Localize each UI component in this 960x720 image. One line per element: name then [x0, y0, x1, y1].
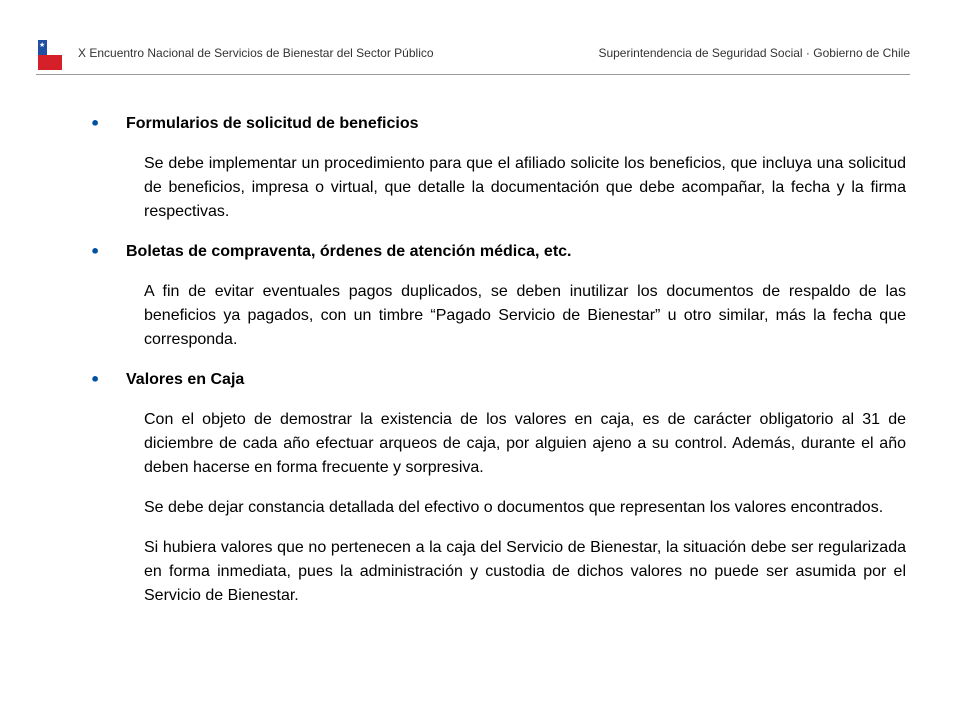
section-heading [90, 112, 906, 136]
section-paragraph: Se debe implementar un procedimiento para que el afiliado solicite los beneficios, que incluya una solicitud de beneficios, impresa o virtual, que detalle la documentación que debe acompañar, la fecha y la firma respectivas. [144, 155, 906, 220]
bullet-icon: • [90, 242, 101, 261]
bullet-icon: • [90, 370, 101, 389]
header-divider [36, 74, 910, 75]
organization-name: Superintendencia de Seguridad Social · Gobierno de Chile [598, 46, 910, 60]
section-paragraph: A fin de evitar eventuales pagos duplicados, se deben inutilizar los documentos de respaldo de las beneficios ya pagados, con un timbre “Pagado Servicio de Bienestar” u otro similar, más la fecha que corresponda. [144, 283, 906, 348]
section-paragraph: Se debe dejar constancia detallada del efectivo o documentos que representan los valores encontrados. [144, 499, 884, 516]
section-title: Valores en Caja [126, 371, 245, 388]
section-paragraph: Con el objeto de demostrar la existencia de los valores en caja, es de carácter obligatorio al 31 de diciembre de cada año efectuar arqueos de caja, por alguien ajeno a su control. Además, durante el año deben hacerse en forma frecuente y sorpresiva. [144, 411, 906, 476]
section-heading [90, 368, 906, 392]
section-title: Formularios de solicitud de beneficios [126, 115, 419, 132]
section-heading [90, 240, 906, 264]
bullet-icon: • [90, 114, 101, 133]
slide-body [90, 112, 906, 624]
chile-flag-icon: ★ [38, 40, 62, 70]
section-valores-en-caja [90, 368, 906, 608]
slide-header [0, 0, 960, 76]
section-boletas [90, 240, 906, 352]
event-title: X Encuentro Nacional de Servicios de Bienestar del Sector Público [78, 46, 434, 60]
section-title: Boletas de compraventa, órdenes de atención médica, etc. [126, 243, 572, 260]
section-paragraph: Si hubiera valores que no pertenecen a la caja del Servicio de Bienestar, la situación debe ser regularizada en forma inmediata, pues la administración y custodia de dichos valores no puede ser asumida por el Servicio de Bienestar. [144, 539, 906, 604]
section-formularios [90, 112, 906, 224]
